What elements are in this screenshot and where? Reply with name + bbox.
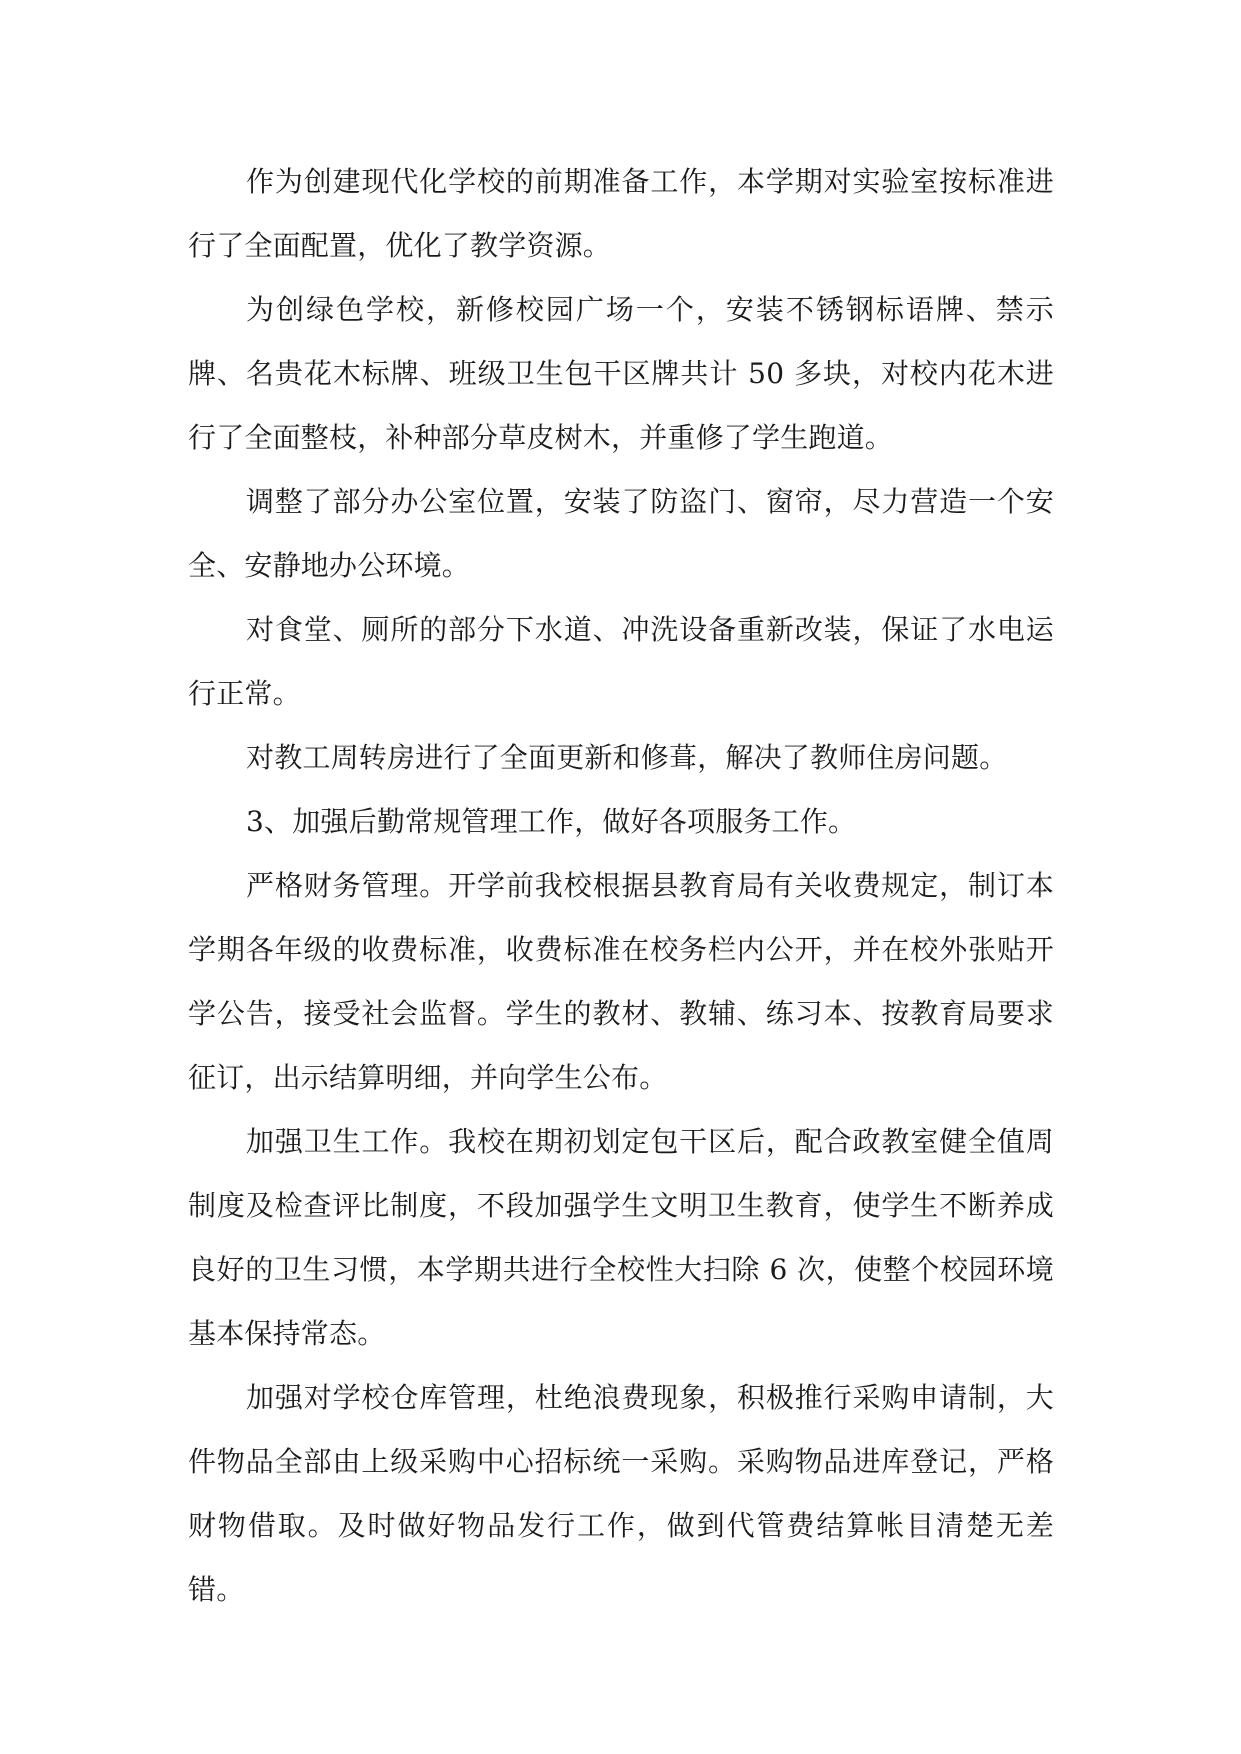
paragraph-green-school: 为创绿色学校，新修校园广场一个，安装不锈钢标语牌、禁示牌、名贵花木标牌、班级卫生包干区牌共计 50 多块，对校内花木进行了全面整枝，补种部分草皮树木，并重修了学生跑道。: [188, 293, 1054, 454]
paragraph-hygiene-work: 加强卫生工作。我校在期初划定包干区后，配合政教室健全值周制度及检查评比制度，不段加强学生文明卫生教育，使学生不断养成良好的卫生习惯，本学期共进行全校性大扫除 6 次，使整个校园环境基本保持常态。: [188, 1125, 1054, 1350]
paragraph-warehouse-management: 加强对学校仓库管理，杜绝浪费现象，积极推行采购申请制，大件物品全部由上级采购中心招标统一采购。采购物品进库登记，严格财物借取。及时做好物品发行工作，做到代管费结算帐目清楚无差错。: [188, 1381, 1054, 1606]
section-heading-logistics: 3、加强后勤常规管理工作，做好各项服务工作。: [246, 805, 857, 838]
paragraph-office-adjustment: 调整了部分办公室位置，安装了防盗门、窗帘，尽力营造一个安全、安静地办公环境。: [188, 485, 1054, 582]
paragraph-canteen-renovation: 对食堂、厕所的部分下水道、冲洗设备重新改装，保证了水电运行正常。: [188, 613, 1054, 710]
paragraph-staff-housing: 对教工周转房进行了全面更新和修葺，解决了教师住房问题。: [246, 741, 1008, 774]
paragraph-lab-configuration: 作为创建现代化学校的前期准备工作，本学期对实验室按标准进行了全面配置，优化了教学资源。: [188, 165, 1054, 262]
paragraph-financial-management: 严格财务管理。开学前我校根据县教育局有关收费规定，制订本学期各年级的收费标准，收费标准在校务栏内公开，并在校外张贴开学公告，接受社会监督。学生的教材、教辅、练习本、按教育局要求征订，出示结算明细，并向学生公布。: [188, 869, 1054, 1094]
document-page: [188, 150, 1054, 1622]
